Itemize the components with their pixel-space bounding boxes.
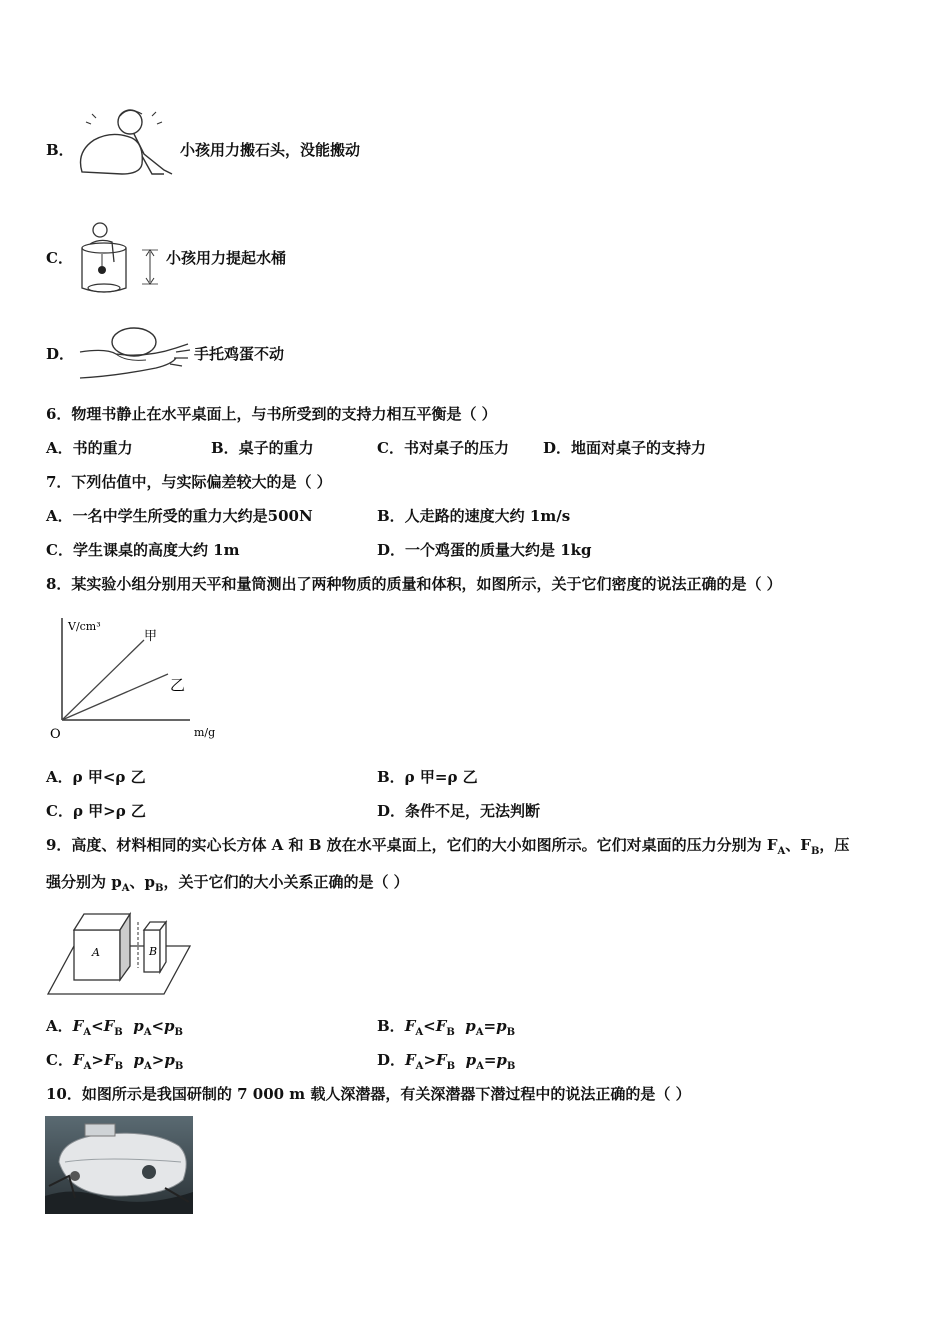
q8-stem: 8．某实验小组分别用天平和量筒测出了两种物质的质量和体积，如图所示，关于它们密度的说法正确的是（ ）: [46, 575, 782, 593]
volume-mass-graph: [44, 612, 224, 744]
q9-option-b: B．$F_A<F_B$ $p_A=p_B$: [377, 1017, 516, 1038]
q10-stem: 10．如图所示是我国研制的 7 000 m 载人深潜器，有关深潜器下潜过程中的说法正确的是（ ）: [46, 1085, 691, 1103]
q6-option-d: D．地面对桌子的支持力: [543, 439, 707, 457]
q8-option-d: D．条件不足，无法判断: [377, 802, 541, 820]
boy-pushing-rock-image: [72, 100, 176, 180]
blocks-a-b-diagram: [44, 910, 194, 998]
q8-option-c: C．ρ 甲>ρ 乙: [46, 802, 146, 820]
line-jia-label: 甲: [144, 629, 158, 644]
q9-option-d: D．$F_A>F_B$ $p_A=p_B$: [377, 1051, 516, 1072]
q6-option-a: A．书的重力: [46, 439, 133, 457]
q9-stem-line2: 强分别为 $p_A$、$p_B$，关于它们的大小关系正确的是（ ）: [46, 873, 409, 894]
line-jia: [62, 640, 144, 720]
block-a-label: A: [92, 946, 100, 959]
line-yi: [62, 674, 168, 720]
q8-option-b: B．ρ 甲=ρ 乙: [377, 768, 478, 786]
q5-option-d-text: 手托鸡蛋不动: [194, 345, 285, 363]
q5-option-b-label: B．: [46, 141, 74, 159]
q6-stem: 6．物理书静止在水平桌面上，与书所受到的支持力相互平衡是（ ）: [46, 405, 497, 423]
q8-option-a: A．ρ 甲<ρ 乙: [46, 768, 146, 786]
q7-option-c: C．学生课桌的高度大约 1m: [46, 541, 240, 559]
q5-option-c-label: C．: [46, 249, 73, 267]
block-b-label: B: [149, 945, 158, 958]
q9-option-c: C．$F_A>F_B$ $p_A>p_B$: [46, 1051, 184, 1072]
q5-option-c-text: 小孩用力提起水桶: [166, 249, 287, 267]
q7-stem: 7．下列估值中，与实际偏差较大的是（ ）: [46, 473, 332, 491]
origin-label: O: [50, 727, 61, 742]
submersible-photo: [45, 1116, 193, 1214]
q9-stem-line1: 9．高度、材料相同的实心长方体 A 和 B 放在水平桌面上，它们的大小如图所示。它们对桌面的压力分别为 $F_A$、$F_B$，压: [46, 836, 850, 857]
hand-holding-egg-image: [76, 318, 194, 380]
y-axis-label: V/cm³: [68, 620, 101, 633]
boy-lifting-bucket-image: [70, 218, 162, 296]
x-axis-label: m/g: [194, 726, 216, 739]
q6-option-b: B．桌子的重力: [211, 439, 314, 457]
line-yi-label: 乙: [170, 676, 186, 694]
q6-option-c: C．书对桌子的压力: [377, 439, 509, 457]
q7-option-b: B．人走路的速度大约 1m/s: [377, 507, 571, 525]
q5-option-d-label: D．: [46, 345, 75, 363]
q5-option-b-text: 小孩用力搬石头，没能搬动: [180, 141, 361, 159]
q7-option-d: D．一个鸡蛋的质量大约是 1kg: [377, 541, 592, 559]
q9-option-a: A．$F_A<F_B$ $p_A<p_B$: [46, 1017, 183, 1038]
q7-option-a: A．一名中学生所受的重力大约是500N: [46, 507, 313, 525]
